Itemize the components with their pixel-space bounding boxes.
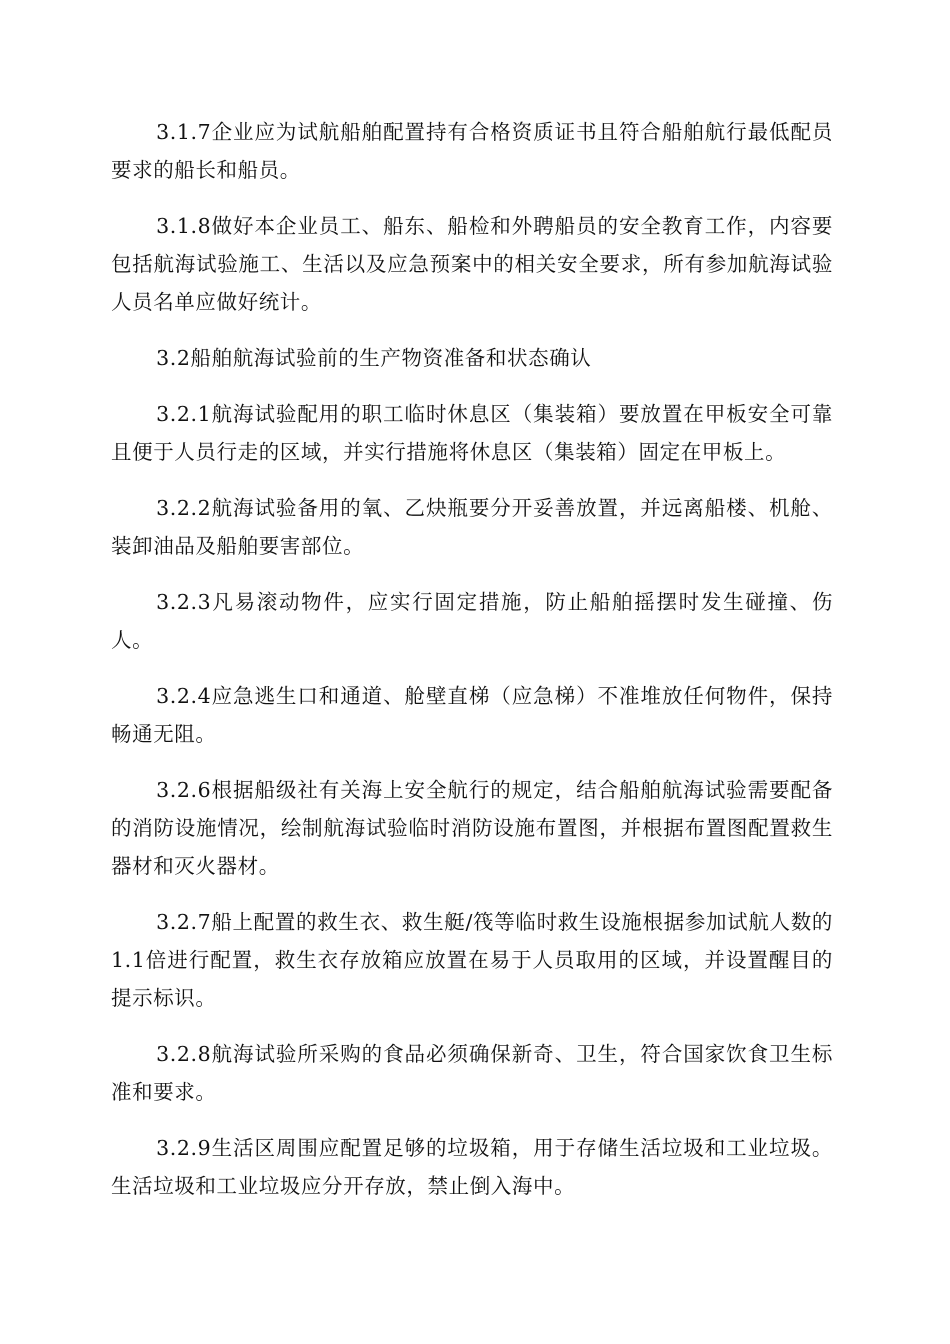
section-heading-3-2: 3.2船舶航海试验前的生产物资准备和状态确认 — [156, 346, 592, 370]
document-body — [111, 113, 833, 1223]
paragraph-3-2-7: 3.2.7船上配置的救生衣、救生艇/筏等临时救生设施根据参加试航人数的1.1倍进行配置，救生衣存放箱应放置在易于人员取用的区域，并设置醒目的提示标识。 — [111, 910, 833, 1010]
paragraph-3-2-6: 3.2.6根据船级社有关海上安全航行的规定，结合船舶航海试验需要配备的消防设施情况，绘制航海试验临时消防设施布置图，并根据布置图配置救生器材和灭火器材。 — [111, 778, 833, 878]
paragraph-3-1-7: 3.1.7企业应为试航船舶配置持有合格资质证书且符合船舶航行最低配员要求的船长和船员。 — [111, 120, 833, 182]
paragraph-3-2-8: 3.2.8航海试验所采购的食品必须确保新奇、卫生，符合国家饮食卫生标准和要求。 — [111, 1042, 833, 1104]
paragraph-3-2-1: 3.2.1航海试验配用的职工临时休息区（集装箱）要放置在甲板安全可靠且便于人员行走的区域，并实行措施将休息区（集装箱）固定在甲板上。 — [111, 402, 833, 464]
paragraph-3-2-9: 3.2.9生活区周围应配置足够的垃圾箱，用于存储生活垃圾和工业垃圾。生活垃圾和工业垃圾应分开存放，禁止倒入海中。 — [111, 1136, 833, 1198]
paragraph-3-1-8: 3.1.8做好本企业员工、船东、船检和外聘船员的安全教育工作，内容要包括航海试验施工、生活以及应急预案中的相关安全要求，所有参加航海试验人员名单应做好统计。 — [111, 214, 833, 314]
paragraph-3-2-2: 3.2.2航海试验备用的氧、乙炔瓶要分开妥善放置，并远离船楼、机舱、装卸油品及船舶要害部位。 — [111, 496, 833, 558]
paragraph-3-2-4: 3.2.4应急逃生口和通道、舱壁直梯（应急梯）不准堆放任何物件，保持畅通无阻。 — [111, 684, 833, 746]
paragraph-3-2-3: 3.2.3凡易滚动物件，应实行固定措施，防止船舶摇摆时发生碰撞、伤人。 — [111, 590, 833, 652]
